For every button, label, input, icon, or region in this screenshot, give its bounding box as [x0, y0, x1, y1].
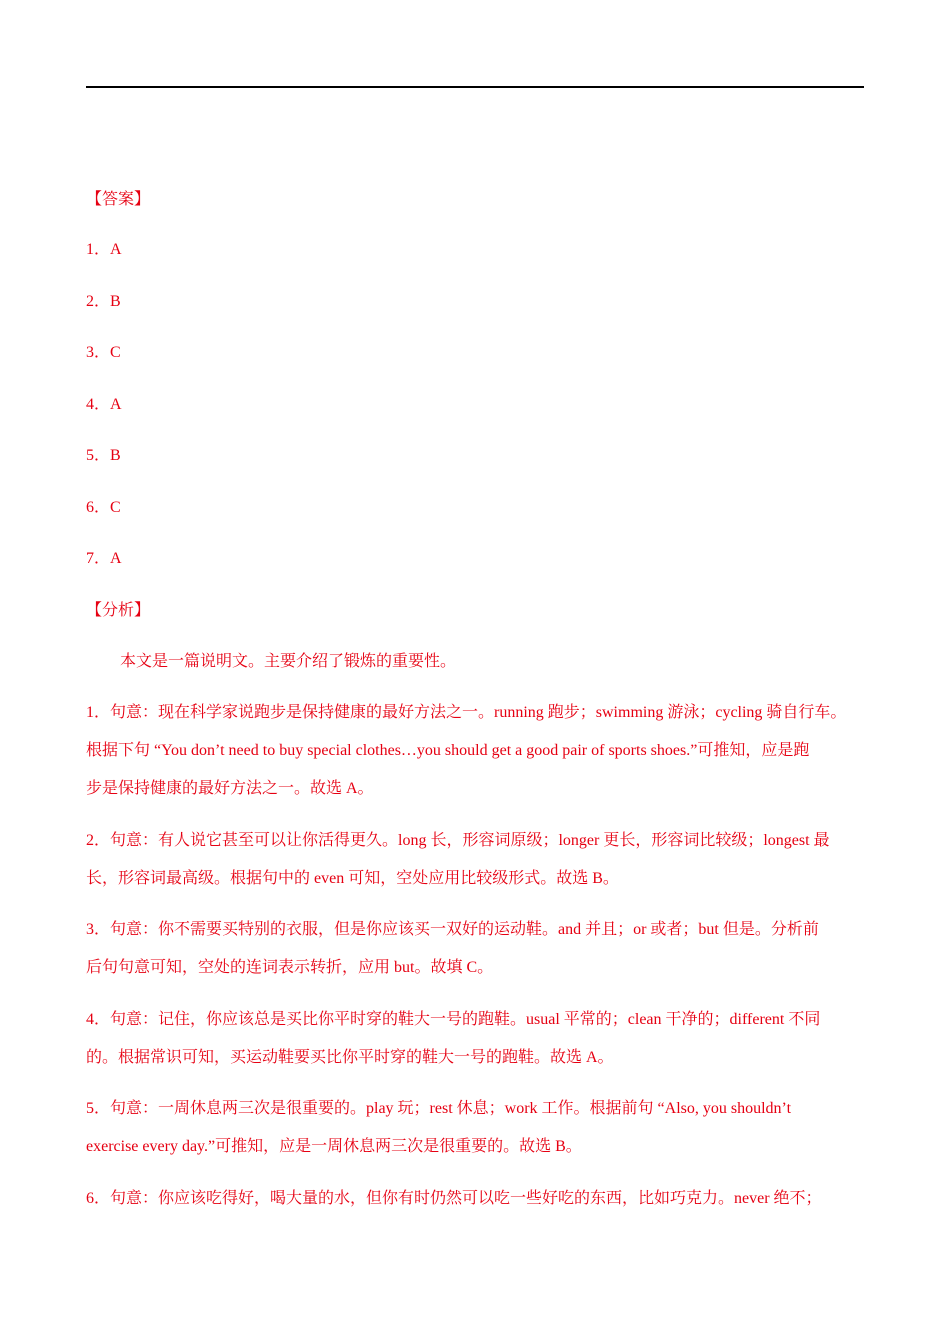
answer-item-3: 3．C [86, 344, 121, 361]
header-rule [86, 86, 864, 88]
explanation-2-line-2: 长，形容词最高级。根据句中的 even 可知，空处应用比较级形式。故选 B。 [86, 870, 619, 887]
answer-heading: 【答案】 [86, 191, 151, 208]
explanation-5-line-1: 5．句意：一周休息两三次是很重要的。play 玩；rest 休息；work 工作。根据前句 “Also, you shouldn’t [86, 1100, 792, 1117]
explanation-5-line-2: exercise every day.”可推知，应是一周休息两三次是很重要的。故选 B。 [86, 1138, 582, 1155]
explanation-3-line-2: 后句句意可知，空处的连词表示转折，应用 but。故填 C。 [86, 959, 494, 976]
explanation-1-line-2: 根据下句 “You don’t need to buy special clothes…you should get a good pair of sports shoes.”可推知，应是跑 [86, 742, 810, 759]
explanation-3-line-1: 3．句意：你不需要买特别的衣服，但是你应该买一双好的运动鞋。and 并且；or 或者；but 但是。分析前 [86, 921, 819, 938]
explanation-6-line-1: 6．句意：你应该吃得好，喝大量的水，但你有时仍然可以吃一些好吃的东西，比如巧克力。never 绝不； [86, 1190, 822, 1207]
explanation-4-line-2: 的。根据常识可知，买运动鞋要买比你平时穿的鞋大一号的跑鞋。故选 A。 [86, 1049, 614, 1066]
analysis-summary: 本文是一篇说明文。主要介绍了锻炼的重要性。 [120, 653, 457, 670]
explanation-1-line-1: 1．句意：现在科学家说跑步是保持健康的最好方法之一。running 跑步；swimming 游泳；cycling 骑自行车。 [86, 704, 847, 721]
answer-item-6: 6．C [86, 499, 121, 516]
answer-item-5: 5．B [86, 447, 121, 464]
answer-item-2: 2．B [86, 293, 121, 310]
explanation-4-line-1: 4．句意：记住，你应该总是买比你平时穿的鞋大一号的跑鞋。usual 平常的；clean 干净的；different 不同 [86, 1011, 821, 1028]
analysis-heading: 【分析】 [86, 602, 151, 619]
answer-item-7: 7．A [86, 550, 122, 567]
explanation-2-line-1: 2．句意：有人说它甚至可以让你活得更久。long 长，形容词原级；longer 更长，形容词比较级；longest 最 [86, 832, 830, 849]
explanation-1-line-3: 步是保持健康的最好方法之一。故选 A。 [86, 780, 374, 797]
answer-item-1: 1．A [86, 241, 122, 258]
answer-item-4: 4．A [86, 396, 122, 413]
